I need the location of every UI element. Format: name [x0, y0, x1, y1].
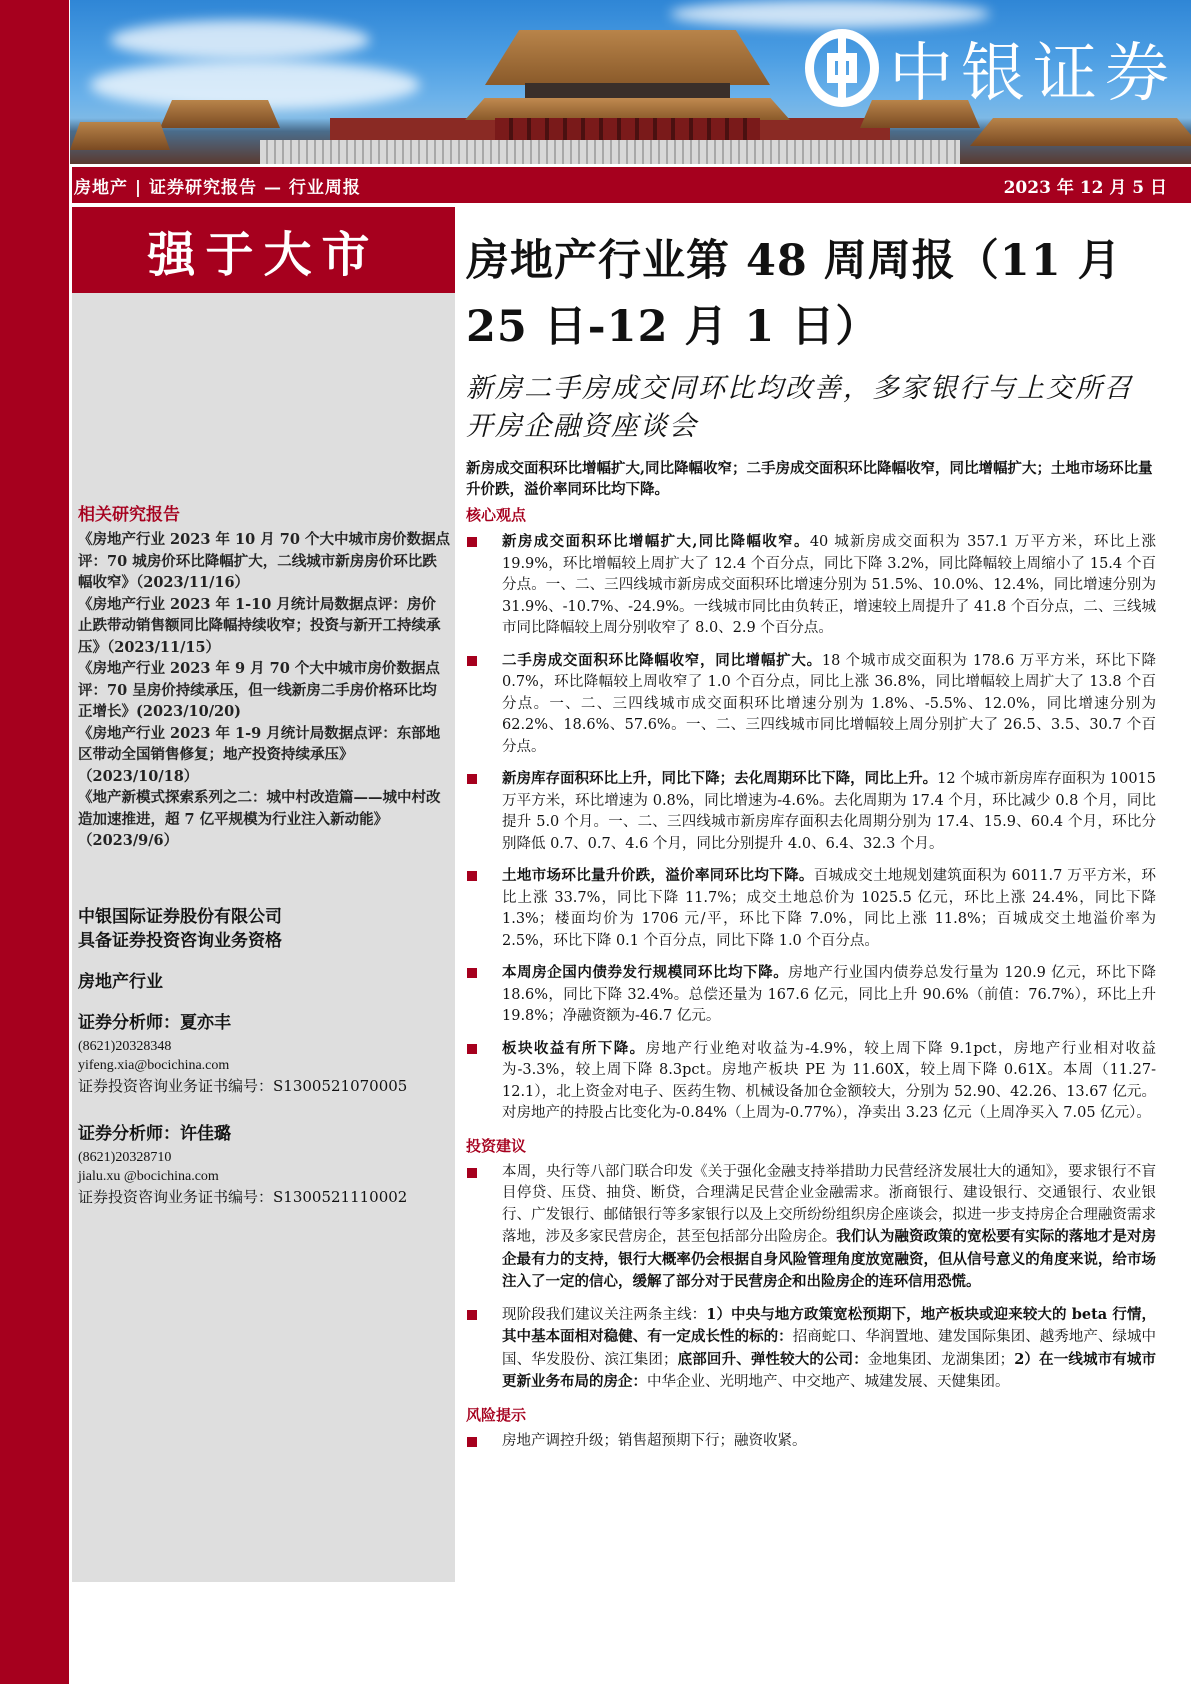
report-header-bar — [72, 167, 1191, 203]
breadcrumb: 房地产 | 证券研究报告 — 行业周报 — [74, 177, 361, 198]
bullet-lead: 板块收益有所下降。 — [502, 1039, 646, 1057]
left-brand-strip — [0, 0, 69, 1684]
related-report-item[interactable]: 《房地产行业 2023 年 9 月 70 个大中城市房价数据点评：70 呈房价持续承压，但一线新房二手房价格环比均正增长》(2023/10/20) — [78, 660, 440, 720]
core-view-item — [466, 1038, 1156, 1125]
bullet-text: 房地产行业国内债券总发行量为 120.9 亿元，环比下降 18.6%，同比下降 32.4%。总偿还量为 167.6 亿元，同比上升 90.6%（前值：76.7%），环比上升 19.8%；净融资额为-46.7 亿元。 — [502, 965, 1156, 1024]
bullet-text: 本周，央行等八部门联合印发《关于强化金融支持举措助力民营经济发展壮大的通知》，要求银行不盲目停贷、压贷、抽贷、断贷，合理满足民营企业金融需求。浙商银行、建设银行、交通银行、农业银行、广发银行、邮储银行等多家银行以及上交所纷纷组织房企座谈会，拟进一步支持房企合理融资需求落地，涉及多家民营房企，甚至包括部分出险房企。 — [502, 1163, 1156, 1245]
core-view-item — [466, 768, 1156, 855]
analyst-email[interactable]: jialu.xu @bocichina.com — [78, 1169, 219, 1184]
analyst-phone: (8621)20328348 — [78, 1039, 172, 1054]
investment-item — [466, 1304, 1156, 1394]
company-qualification: 具备证券投资咨询业务资格 — [78, 931, 282, 951]
risk-heading: 风险提示 — [466, 1405, 527, 1424]
main-content — [466, 228, 1156, 1462]
bullet-text: 12 个城市新房库存面积为 10015 万平方米，环比增速为 0.8%，同比增速为-4.6%。去化周期为 17.4 个月，环比减少 0.8 个月，同比提升 5.0 个月。一、二、三四线城市新房库存面积去化周期分别为 17.4、15.9、60.4 个月，环比分别降低 0.7、0.7、4.6 个月，同比分别提升 4.0、6.4、32.3 个月。 — [502, 771, 1157, 852]
boc-logo-icon — [805, 29, 879, 107]
bullet-text: 房地产行业绝对收益为-4.9%，较上周下降 9.1pct，房地产行业相对收益为-3.3%，较上周下降 8.3pct。房地产板块 PE 为 11.60X，较上周下降 0.61X。本周（11.27-12.1），北上资金对电子、医药生物、机械设备加仓金额较大，分别为 52.90、42.26、13.67 亿元。对房地产的持股占比变化为-0.84%（上周为-0.77%），净卖出 3.23 亿元（上周净买入 7.05 亿元）。 — [502, 1040, 1157, 1121]
palace-roof — [485, 30, 770, 85]
analyst-phone: (8621)20328710 — [78, 1150, 172, 1165]
core-views-heading: 核心观点 — [466, 506, 527, 524]
bullet-emphasis: 底部回升、弹性较大的公司： — [677, 1350, 868, 1368]
bullet-square-icon — [467, 871, 477, 881]
company-info — [78, 905, 450, 1208]
bullet-lead: 新房库存面积环比上升，同比下降；去化周期环比下降，同比上升。 — [502, 770, 938, 787]
core-view-item — [466, 865, 1156, 952]
palace-terrace — [260, 140, 960, 164]
bullet-text: 招商蛇口、华润置地、建发国际集团、越秀地产、绿城中国、华发股份、滨江集团； — [502, 1329, 1157, 1368]
bullet-lead: 本周房企国内债券发行规模同环比均下降。 — [502, 964, 789, 981]
bullet-text: 金地集团、龙湖集团； — [867, 1351, 1015, 1368]
brand-logo — [805, 22, 1177, 114]
bullet-square-icon — [467, 968, 477, 978]
bullet-square-icon — [467, 774, 477, 784]
report-date: 2023 年 12 月 5 日 — [1003, 177, 1167, 198]
related-heading: 相关研究报告 — [78, 505, 180, 525]
rating-badge: 强于大市 — [72, 207, 455, 293]
side-hall-roof — [970, 118, 1191, 146]
bullet-text: 18 个城市成交面积为 178.6 万平方米，环比下降 0.7%，环比降幅较上周收窄了 1.0 个百分点，同比上涨 36.8%，同比增幅较上周扩大了 13.8 个百分点。一、二、三四线城市成交面积环比增速分别为 1.8%、-5.5%、12.0%，同比增速分别为 62.2%、18.6%、57.6%。一、二、三四线城市同比增幅较上周分别扩大了 26.5、3.5、30.7 个百分点。 — [502, 652, 1157, 755]
investment-item — [466, 1162, 1156, 1294]
bullet-text: 房地产调控升级；销售超预期下行；融资收紧。 — [502, 1432, 807, 1449]
report-summary: 新房成交面积环比增幅扩大,同比降幅收窄；二手房成交面积环比降幅收窄，同比增幅扩大；土地市场环比量升价跌，溢价率同环比均下降。 — [466, 460, 1153, 498]
related-report-item[interactable]: 《房地产行业 2023 年 1-9 月统计局数据点评：东部地区带动全国销售修复；地产投资持续承压》（2023/10/18） — [78, 724, 441, 785]
analyst-card — [78, 1119, 450, 1208]
brand-name: 中银证券 — [889, 37, 1177, 111]
related-report-item[interactable]: 《房地产行业 2023 年 10 月 70 个大中城市房价数据点评：70 城房价环比降幅扩大，二线城市新房房价环比跌幅收窄》（2023/11/16） — [78, 531, 450, 591]
related-reports — [78, 500, 450, 852]
investment-heading: 投资建议 — [466, 1136, 527, 1155]
bullet-emphasis: 1）中央与地方政策宽松预期下，地产板块或迎来较大的 beta 行情，其中基本面相对稳健、有一定成长性的标的： — [502, 1305, 1157, 1345]
sector-label: 房地产行业 — [78, 972, 163, 992]
bullet-square-icon — [467, 1437, 477, 1447]
bullet-text: 现阶段我们建议关注两条主线： — [502, 1306, 707, 1323]
core-view-item — [466, 531, 1156, 640]
cloud — [110, 20, 370, 60]
bullet-text: 百城成交土地规划建筑面积为 6011.7 万平方米，环比上涨 33.7%，同比下降 11.7%；成交土地总价为 1025.5 亿元，环比上涨 24.4%，同比下降 1.3%；楼面均价为 1706 元/平，环比下降 7.0%，同比上涨 11.8%；百城成交土地溢价率为 2.5%，环比下降 0.1 个百分点，同比下降 1.0 个百分点。 — [502, 868, 1157, 949]
analyst-name: 证券分析师：夏亦丰 — [78, 1013, 231, 1033]
core-view-item — [466, 962, 1156, 1028]
related-report-item[interactable]: 《房地产行业 2023 年 1-10 月统计局数据点评：房价止跌带动销售额同比降幅持续收窄；投资与新开工持续承压》（2023/11/15） — [78, 595, 441, 656]
bullet-lead: 新房成交面积环比增幅扩大,同比降幅收窄。 — [502, 533, 810, 550]
bullet-lead: 土地市场环比量升价跌，溢价率同环比均下降。 — [502, 867, 814, 884]
analyst-card — [78, 1008, 450, 1097]
risk-item — [466, 1431, 1156, 1453]
analyst-cert: 证券投资咨询业务证书编号：S1300521110002 — [78, 1188, 408, 1206]
core-view-item — [466, 650, 1156, 759]
company-name: 中银国际证券股份有限公司 — [78, 907, 282, 927]
analyst-name: 证券分析师：许佳璐 — [78, 1124, 231, 1144]
related-report-item[interactable]: 《地产新模式探索系列之二：城中村改造篇——城中村改造加速推进，超 7 亿平规模为行业注入新动能》（2023/9/6） — [78, 789, 441, 849]
bullet-square-icon — [467, 1044, 477, 1054]
analyst-cert: 证券投资咨询业务证书编号：S1300521070005 — [78, 1077, 408, 1095]
bullet-square-icon — [467, 656, 477, 666]
bullet-emphasis: 2）在一线城市有城市更新业务布局的房企： — [502, 1350, 1157, 1390]
bullet-emphasis: 我们认为融资政策的宽松要有实际的落地才是对房企最有力的支持，银行大概率仍会根据自身风险管理角度放宽融资，但从信号意义的角度来说，给市场注入了一定的信心，缓解了部分对于民营房企和出险房企的连环信用恐慌。 — [502, 1228, 1157, 1290]
side-hall-roof — [70, 122, 170, 150]
report-subtitle: 新房二手房成交同环比均改善，多家银行与上交所召开房企融资座谈会 — [466, 373, 1133, 442]
side-hall-roof — [160, 100, 280, 128]
bullet-text: 40 城新房成交面积为 357.1 万平方米，环比上涨 19.9%，环比增幅较上周扩大了 12.4 个百分点，同比下降 3.2%，同比降幅较上周缩小了 15.4 个百分点。一、二、三四线城市新房成交面积环比增速分别为 51.5%、10.0%、12.4%，同比增速分别为 31.9%、-10.7%、-24.9%。一线城市同比由负转正，增速较上周提升了 41.8 个百分点，二、三线城市同比降幅较上周分别收窄了 8.0、2.9 个百分点。 — [502, 534, 1156, 636]
bullet-lead: 二手房成交面积环比降幅收窄，同比增幅扩大。 — [502, 651, 822, 669]
header-banner-image — [70, 0, 1191, 164]
report-title: 房地产行业第 48 周周报（11 月 25 日-12 月 1 日） — [466, 236, 1122, 352]
analyst-email[interactable]: yifeng.xia@bocichina.com — [78, 1058, 230, 1073]
bullet-square-icon — [467, 1168, 477, 1178]
palace-roof — [465, 98, 790, 120]
bullet-square-icon — [467, 537, 477, 547]
bullet-square-icon — [467, 1310, 477, 1320]
bullet-text: 中华企业、光明地产、中交地产、城建发展、天健集团。 — [647, 1374, 1010, 1390]
